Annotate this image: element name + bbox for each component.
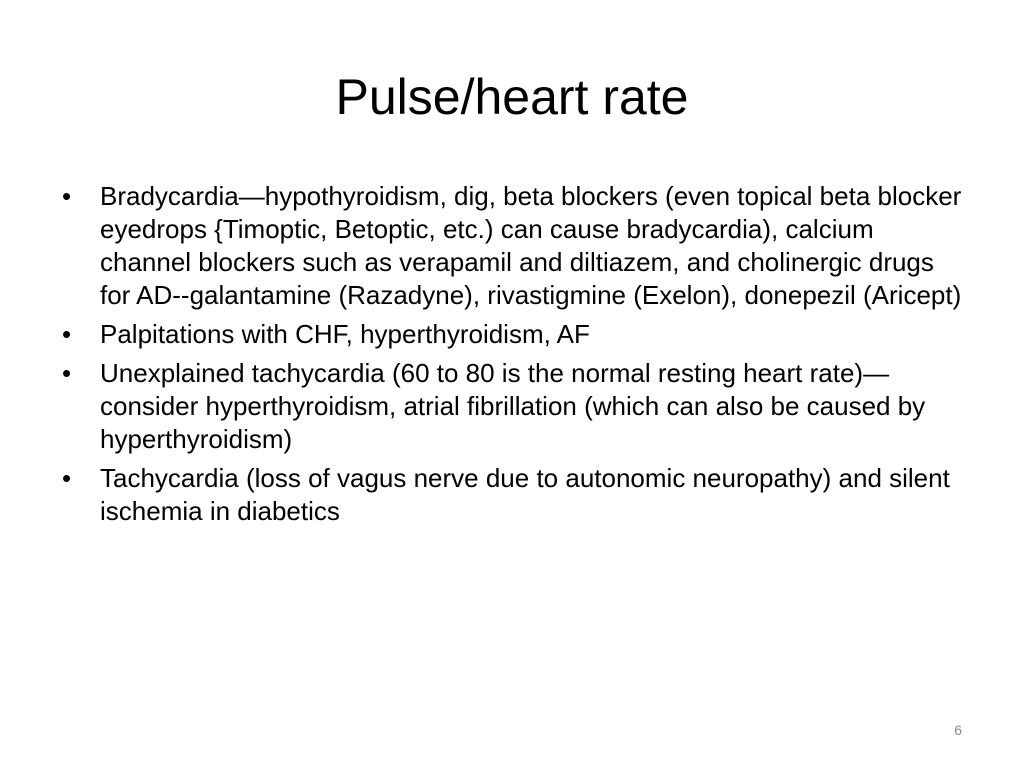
bullet-item-bradycardia	[62, 180, 962, 312]
bullet-dot-icon: •	[62, 358, 72, 388]
bullet-text: Tachycardia (loss of vagus nerve due to autonomic neuropathy) and silent ischemia in diabetics	[100, 463, 950, 526]
bullet-item-tachycardia-diabetics	[62, 462, 962, 528]
slide-number: 6	[954, 722, 962, 738]
bullet-dot-icon: •	[62, 319, 72, 349]
slide-title: Pulse/heart rate	[335, 69, 689, 125]
bullet-text: Palpitations with CHF, hyperthyroidism, AF	[100, 319, 590, 349]
bullet-text: Unexplained tachycardia (60 to 80 is the normal resting heart rate)—consider hyperthyroidism, atrial fibrillation (which can also be caused by hyperthyroidism)	[100, 358, 926, 454]
bullet-dot-icon: •	[62, 181, 72, 211]
bullet-text: Bradycardia—hypothyroidism, dig, beta blockers (even topical beta blocker eyedrops {Timoptic, Betoptic, etc.) can cause bradycardia), calcium channel blockers such as verapamil and diltiazem, and cholinergic drugs for AD--galantamine (Razadyne), rivastigmine (Exelon), donepezil (Aricept)	[100, 181, 962, 310]
bullet-item-palpitations	[62, 318, 962, 351]
bullet-list	[62, 180, 962, 534]
bullet-item-unexplained-tachycardia	[62, 357, 962, 456]
bullet-dot-icon: •	[62, 463, 72, 493]
